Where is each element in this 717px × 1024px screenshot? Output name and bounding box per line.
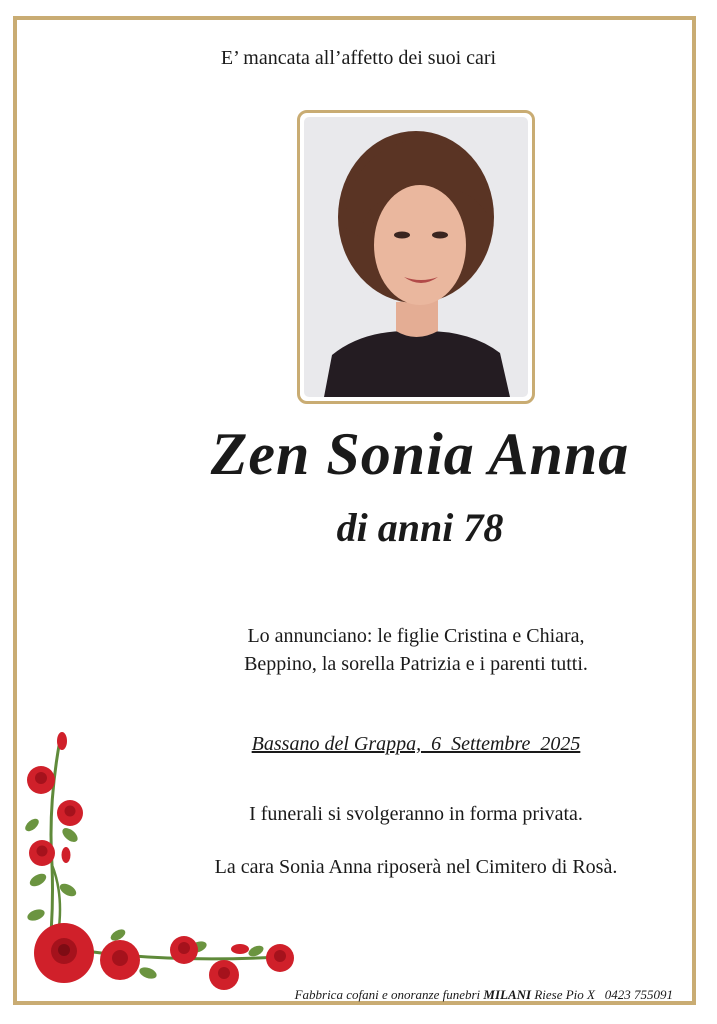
announcement — [60, 622, 717, 678]
footer-suffix: Riese Pio X 0423 755091 — [531, 987, 673, 1002]
intro-text: E’ mancata all’affetto dei suoi cari — [220, 47, 497, 69]
place-date: Bassano del Grappa, 6 Settembre 2025 — [251, 733, 581, 755]
age-line: di anni 78 — [336, 505, 504, 550]
portrait-photo-frame — [297, 110, 535, 404]
footer-prefix: Fabbrica cofani e onoranze funebri — [294, 987, 484, 1002]
footer-credit — [295, 987, 673, 1003]
burial-text: La cara Sonia Anna riposerà nel Cimitero di Rosà. — [214, 856, 618, 878]
portrait-photo — [304, 117, 528, 397]
footer-company: MILANI — [483, 987, 532, 1002]
roses-decoration-icon — [18, 725, 308, 1000]
deceased-name: Zen Sonia Anna — [210, 421, 630, 487]
funeral-text: I funerali si svolgeranno in forma privata. — [249, 803, 583, 825]
announcement-line-2: Beppino, la sorella Patrizia e i parenti tutti. — [244, 653, 588, 675]
announcement-line-1: Lo annunciano: le figlie Cristina e Chiara, — [247, 625, 585, 647]
